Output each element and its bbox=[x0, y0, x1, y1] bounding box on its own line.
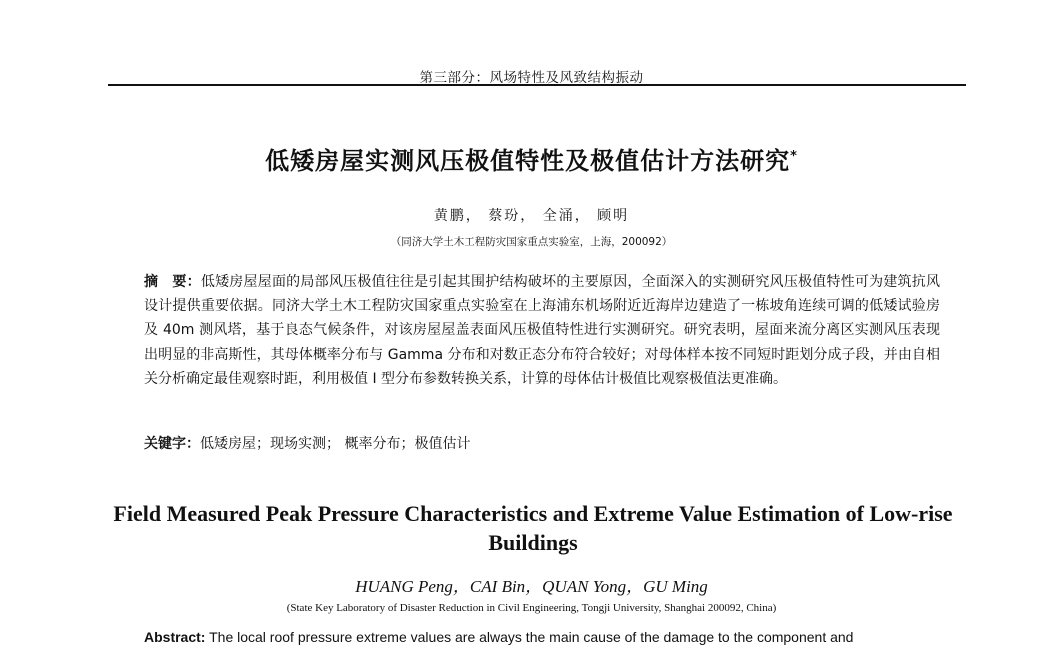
chinese-abstract bbox=[144, 270, 940, 391]
chinese-title bbox=[0, 141, 1063, 176]
english-authors: HUANG Peng，CAI Bin，QUAN Yong，GU Ming bbox=[355, 577, 708, 596]
chinese-keywords-label: 关键字： bbox=[144, 436, 200, 452]
chinese-affiliation: （同济大学土木工程防灾国家重点实验室，上海，200092） bbox=[390, 236, 673, 248]
chinese-abstract-label: 摘 要： bbox=[144, 274, 201, 290]
chinese-abstract-text: 低矮房屋屋面的局部风压极值往往是引起其围护结构破坏的主要原因，全面深入的实测研究风压极值特性可为建筑抗风设计提供重要依据。同济大学土木工程防灾国家重点实验室在上海浦东机场附近近海岸边建造了一栋坡角连续可调的低矮试验房及 40m 测风塔，基于良态气候条件，对该房屋屋盖表面风压极值特性进行实测研究。研究表明，屋面来流分离区实测风压表现出明显的非高斯性，其母体概率分布与 Gamma 分布和对数正态分布符合较好；对母体样本按不同短时距划分成子段，并由自相关分析确定最佳观察时距，利用极值 I 型分布参数转换关系，计算的母体估计极值比观察极值法更准确。 bbox=[144, 274, 940, 387]
chinese-keywords-text: 低矮房屋；现场实测； 概率分布；极值估计 bbox=[200, 436, 471, 452]
english-abstract-text: The local roof pressure extreme values are always the main cause of the damage to the component and bbox=[205, 629, 854, 645]
chinese-authors: 黄鹏， 蔡玢， 全涌， 顾明 bbox=[433, 208, 630, 224]
english-abstract-label: Abstract: bbox=[144, 629, 206, 645]
english-title: Field Measured Peak Pressure Characteristics and Extreme Value Estimation of Low-rise Buildings bbox=[113, 501, 953, 555]
running-header: 第三部分：风场特性及风致结构振动 bbox=[419, 70, 644, 86]
chinese-keywords bbox=[144, 434, 940, 454]
title-footnote-mark: * bbox=[790, 149, 798, 164]
chinese-title-text: 低矮房屋实测风压极值特性及极值估计方法研究 bbox=[265, 147, 791, 175]
english-abstract bbox=[144, 627, 930, 647]
english-affiliation: (State Key Laboratory of Disaster Reduction in Civil Engineering, Tongji University, Shanghai 200092, China) bbox=[286, 602, 777, 614]
header-rule bbox=[108, 84, 966, 86]
